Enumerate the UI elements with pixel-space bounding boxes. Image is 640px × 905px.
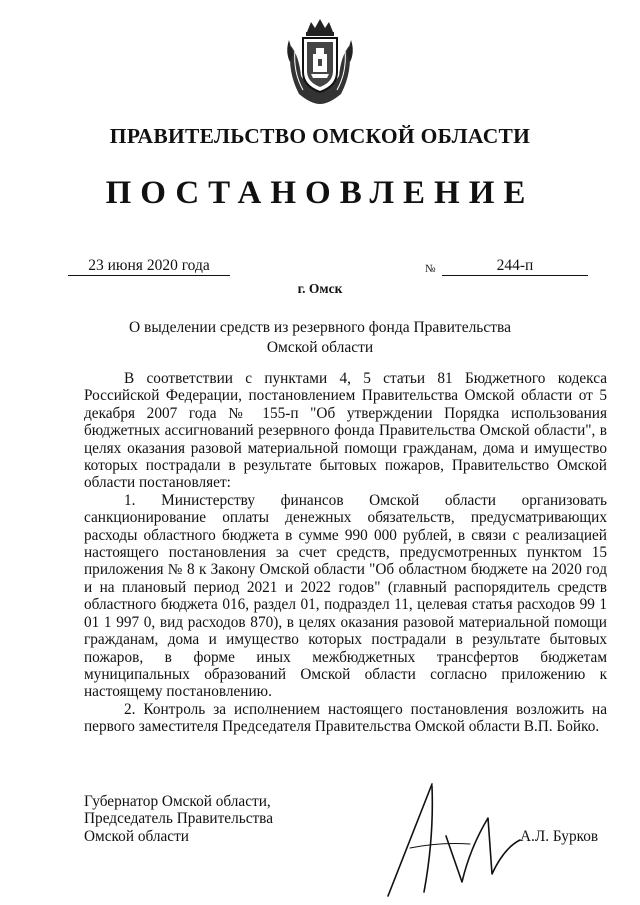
signer-title bbox=[84, 793, 324, 845]
document-number: 244-п bbox=[442, 257, 588, 276]
signer-name: А.Л. Бурков bbox=[520, 828, 599, 845]
handwritten-signature bbox=[370, 778, 540, 900]
signer-title-line: Омской области bbox=[84, 827, 189, 845]
subject-line: Омской области bbox=[266, 339, 374, 356]
number-sign: № bbox=[425, 263, 436, 275]
signer-title-line: Председатель Правительства bbox=[84, 810, 273, 828]
document-subject bbox=[100, 318, 540, 358]
document-body bbox=[84, 370, 607, 736]
organization-name: ПРАВИТЕЛЬСТВО ОМСКОЙ ОБЛАСТИ bbox=[109, 124, 531, 148]
document-type: ПОСТАНОВЛЕНИЕ bbox=[105, 175, 535, 211]
signer-title-line: Губернатор Омской области, bbox=[84, 793, 271, 810]
preamble-paragraph: В соответствии с пунктами 4, 5 статьи 81 Бюджетного кодекса Российской Федерации, постановлением Правительства Омской области от 5 декабря 2007 года № 155-п "Об утверждении Порядка использования бюджетных ассигнований резервного фонда Правительства Омской области", в целях оказания разовой материальной помощи гражданам, дома и имущество которых пострадали в результате бытовых пожаров, Правительство Омской области постановляет: bbox=[84, 370, 607, 492]
subject-line: О выделении средств из резервного фонда Правительства bbox=[128, 319, 512, 336]
document-date: 23 июня 2020 года bbox=[68, 257, 230, 276]
city: г. Омск bbox=[297, 281, 343, 296]
item-paragraph-1: 1. Министерству финансов Омской области организовать санкционирование оплаты денежных обязательств, предусматривающих расходы областного бюджета в сумме 990 000 рублей, в связи с реализацией настоящего постановления за счет средств, предусмотренных пунктом 15 приложения № 8 к Закону Омской области "Об областном бюджете на 2020 год и на плановый период 2021 и 2022 годов" (главный распорядитель средств областного бюджета 016, раздел 01, подраздел 11, целевая статья расходов 99 1 01 1 997 0, вид расходов 870), в целях оказания разовой материальной помощи гражданам, дома и имущество которых пострадали в результате бытовых пожаров, в форме иных межбюджетных трансфертов бюджетам муниципальных образований Омской области согласно приложению к настоящему постановлению. bbox=[84, 491, 607, 701]
item-paragraph-2: 2. Контроль за исполнением настоящего постановления возложить на первого заместителя Председателя Правительства Омской области В.П. Бойко. bbox=[84, 700, 607, 736]
coat-of-arms-icon bbox=[281, 16, 359, 106]
